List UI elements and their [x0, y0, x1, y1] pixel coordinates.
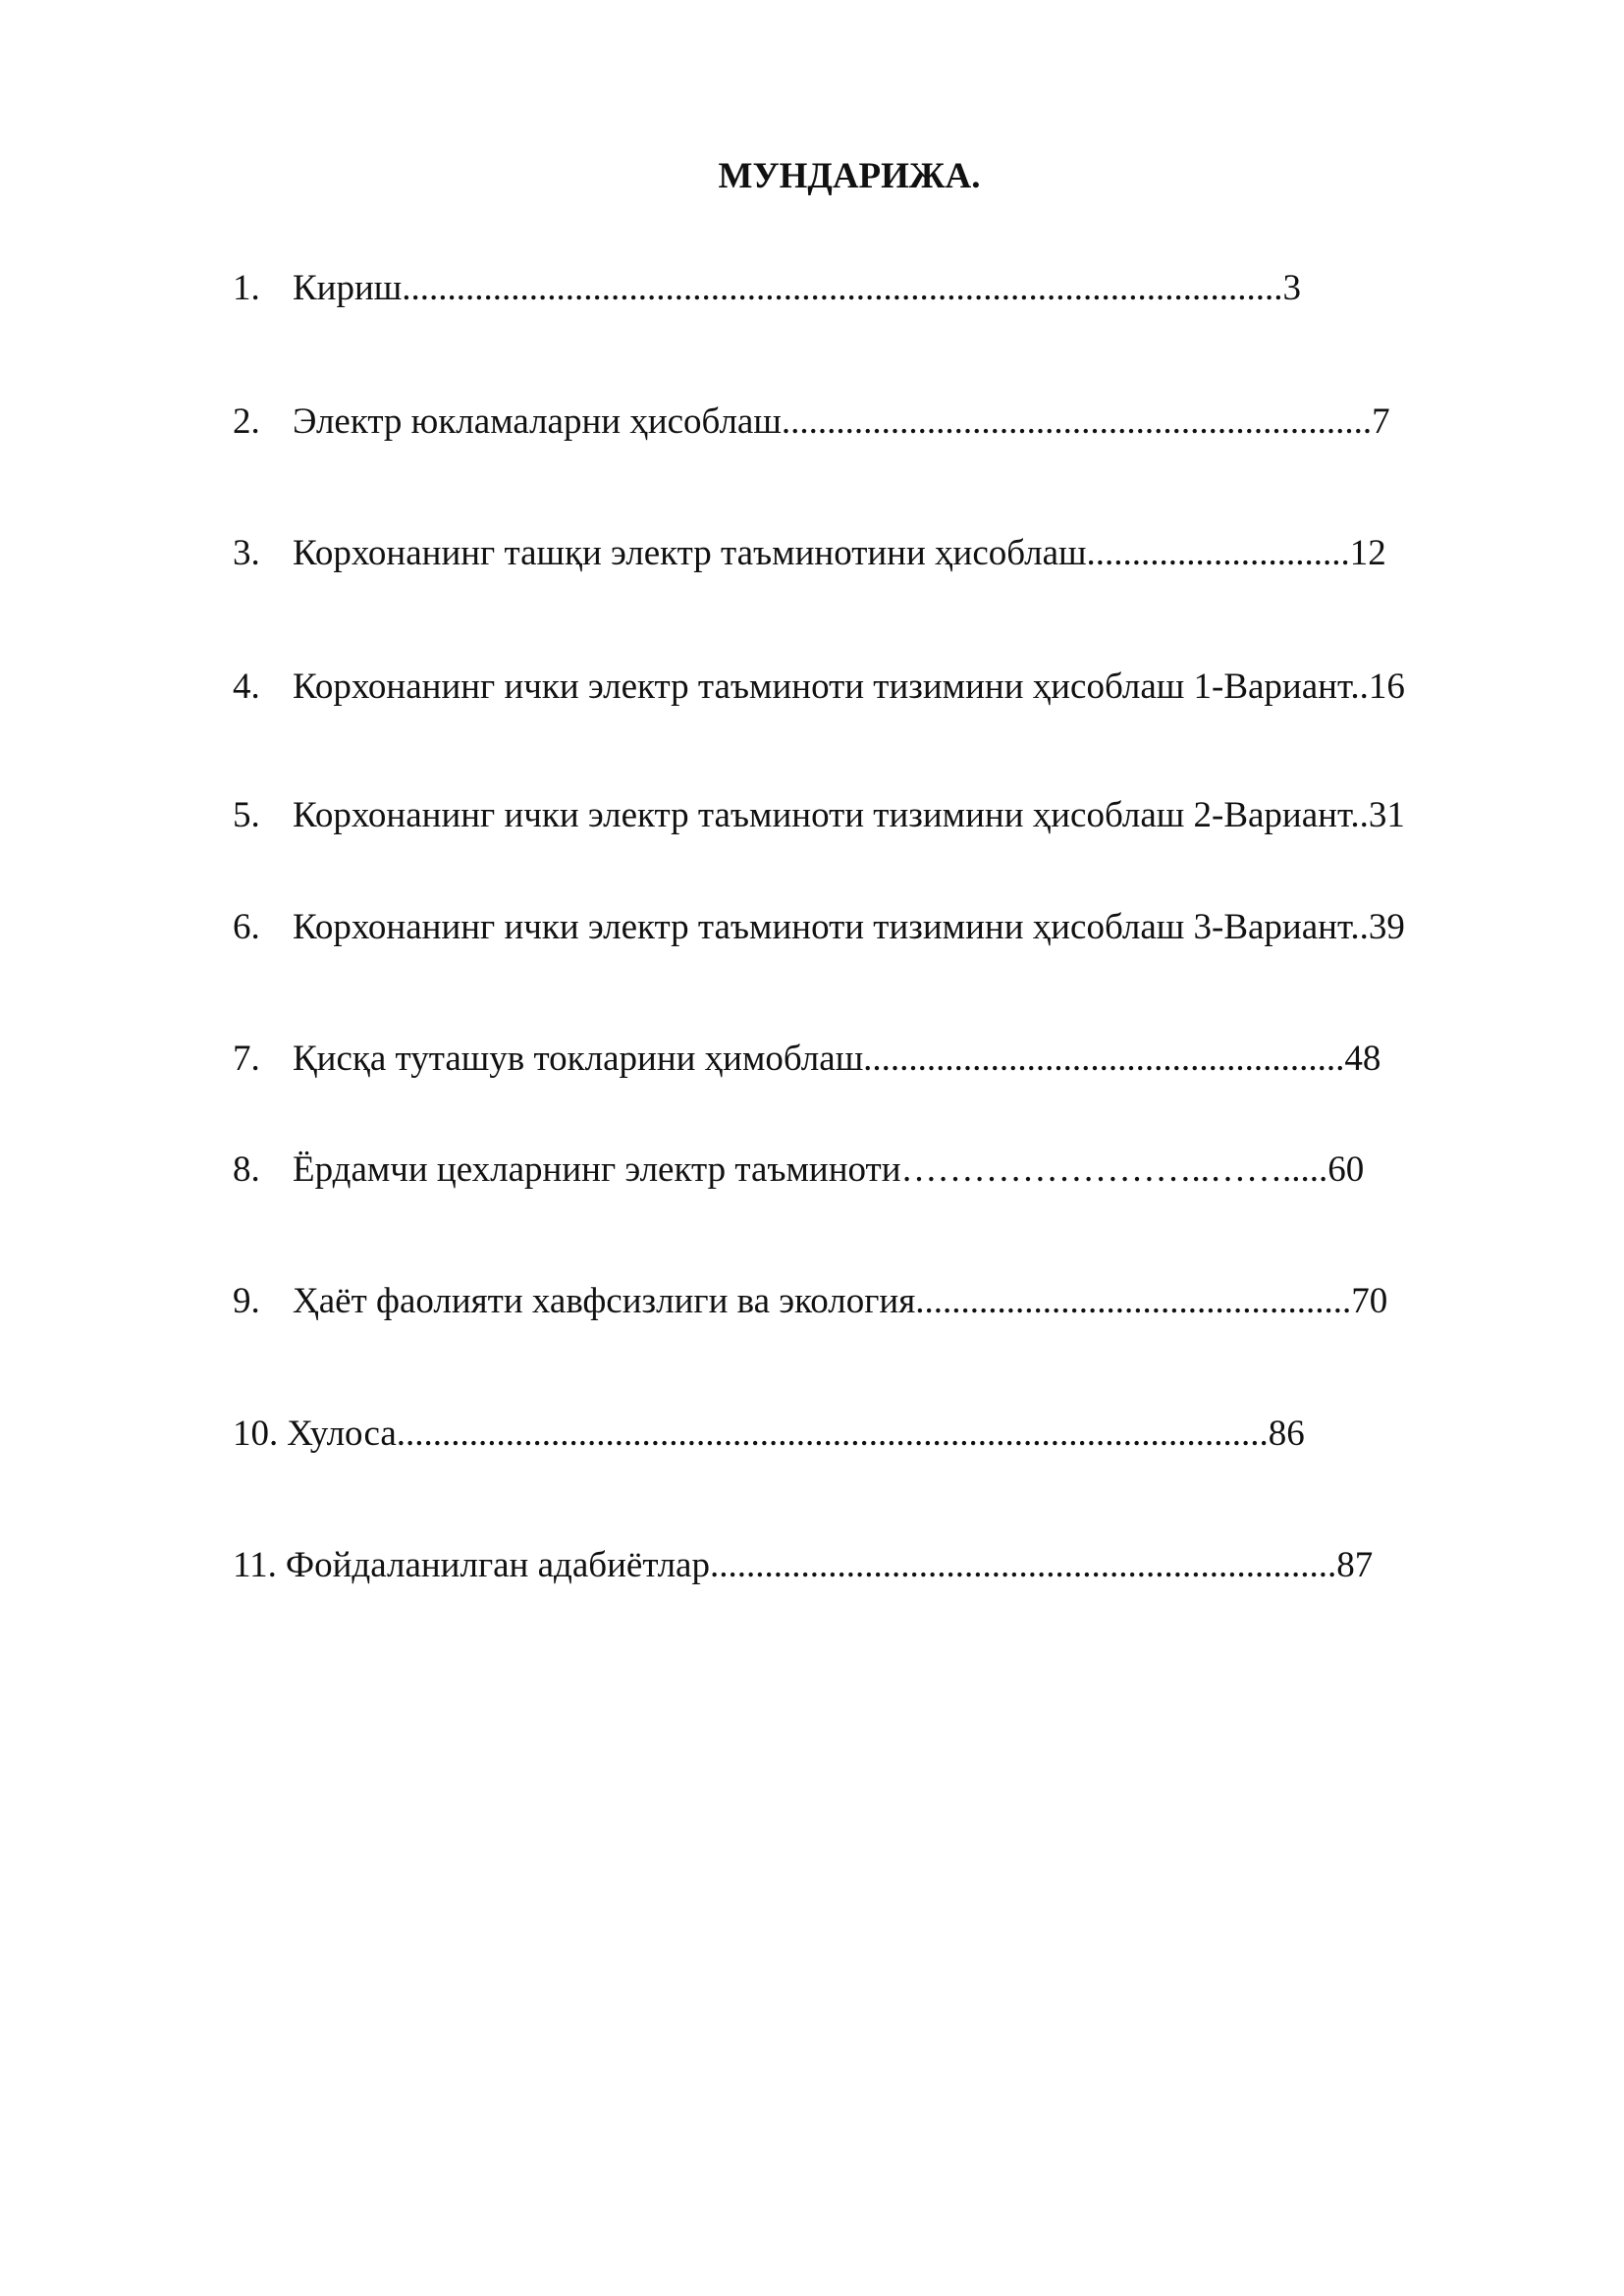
toc-entry-number: 8.: [233, 1149, 260, 1190]
toc-entry-number: 3.: [233, 533, 260, 573]
toc-entry-text: Фойдаланилган адабиётлар.....................................................................87: [285, 1545, 1374, 1585]
toc-entry-number: 9.: [233, 1281, 260, 1321]
toc-entry-text: Хулоса................................................................................................86: [287, 1414, 1305, 1454]
toc-entry: [233, 529, 1386, 578]
toc-entry-text: Кириш.................................................................................................3: [293, 268, 1302, 308]
toc-entry: [233, 1146, 1364, 1195]
toc-entry-number: 6.: [233, 907, 260, 947]
toc-entry-number: 7.: [233, 1039, 260, 1079]
toc-entry: [233, 1541, 1373, 1590]
toc-entry: [233, 903, 1405, 952]
toc-entry: [233, 791, 1405, 840]
toc-entry: [233, 1277, 1387, 1326]
page-title: МУНДАРИЖА.: [718, 156, 981, 196]
toc-entry: [233, 663, 1405, 712]
toc-entry-number: 4.: [233, 667, 260, 707]
toc-entry-text: Корхонанинг ташқи электр таъминотини ҳисоблаш.............................12: [293, 533, 1386, 573]
toc-entry-text: Ёрдамчи цехларнинг электр таъминоти……………………..…….....60: [293, 1149, 1365, 1190]
toc-entry-text: Корхонанинг ички электр таъминоти тизимини ҳисоблаш 1-Вариант..16: [293, 667, 1405, 707]
toc-entry: [233, 1035, 1380, 1084]
toc-entry: [233, 398, 1390, 447]
toc-entry-text: Қисқа туташув токларини ҳимоблаш.....................................................48: [293, 1039, 1381, 1079]
toc-entry-number: 11.: [233, 1545, 277, 1585]
toc-entry-text: Корхонанинг ички электр таъминоти тизимини ҳисоблаш 3-Вариант..39: [293, 907, 1405, 947]
toc-entry: [233, 264, 1301, 313]
toc-entry: [233, 1410, 1305, 1459]
toc-entry-number: 2.: [233, 401, 260, 442]
toc-entry-number: 5.: [233, 795, 260, 835]
toc-entry-text: Электр юкламаларни ҳисоблаш.................................................................7: [293, 401, 1390, 442]
toc-entry-text: Корхонанинг ички электр таъминоти тизимини ҳисоблаш 2-Вариант..31: [293, 795, 1405, 835]
toc-entry-number: 1.: [233, 268, 260, 308]
toc-entry-number: 10.: [233, 1414, 279, 1454]
toc-entry-text: Ҳаёт фаолияти хавфсизлиги ва экология................................................70: [293, 1281, 1388, 1321]
